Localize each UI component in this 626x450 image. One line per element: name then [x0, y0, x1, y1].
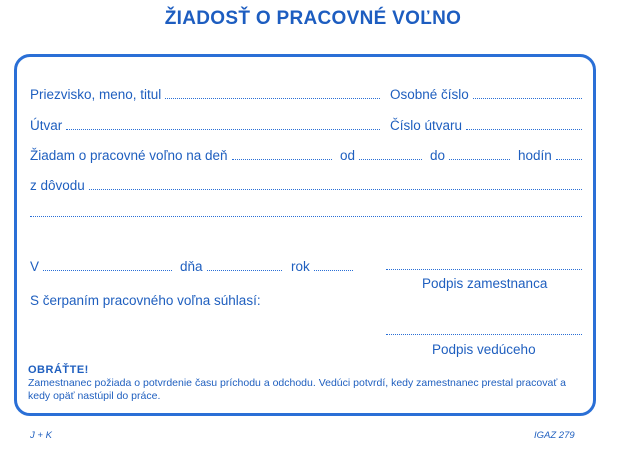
- name-label: Priezvisko, meno, titul: [30, 87, 162, 102]
- notice-text: Zamestnanec požiada o potvrdenie času príchodu a odchodu. Vedúci potvrdí, kedy zamestnanec prestal pracovať a kedy opäť nastúpil do práce.: [28, 377, 567, 402]
- place-row: [30, 259, 176, 274]
- place-field[interactable]: [43, 260, 172, 271]
- from-label: od: [340, 148, 356, 163]
- request-day-field[interactable]: [232, 149, 332, 160]
- employee-signature-row: [386, 259, 586, 273]
- form-frame: [14, 54, 596, 416]
- year-row: [291, 259, 357, 274]
- from-row: [340, 148, 426, 163]
- department-number-row: [390, 118, 586, 133]
- department-label: Útvar: [30, 118, 63, 133]
- personal-number-label: Osobné číslo: [390, 87, 469, 102]
- reason-field[interactable]: [89, 179, 582, 190]
- personal-number-field[interactable]: [473, 88, 582, 99]
- place-label: V: [30, 259, 40, 274]
- manager-signature-field[interactable]: [386, 324, 582, 335]
- personal-number-row: [390, 87, 586, 102]
- year-field[interactable]: [314, 260, 353, 271]
- to-field[interactable]: [449, 149, 510, 160]
- reason-row: [30, 178, 586, 193]
- year-label: rok: [291, 259, 310, 274]
- form-title: ŽIADOSŤ O PRACOVNÉ VOĽNO: [164, 8, 462, 29]
- reason-label: z dôvodu: [30, 178, 85, 193]
- hours-field[interactable]: [556, 149, 582, 160]
- footer-form-code: IGAZ 279: [534, 430, 575, 441]
- to-row: [430, 148, 514, 163]
- notice-heading: OBRÁŤTE!: [28, 364, 89, 376]
- manager-signature-row: [386, 324, 586, 338]
- reason-continuation-field[interactable]: [30, 206, 582, 217]
- employee-signature-field[interactable]: [386, 259, 582, 270]
- day-field[interactable]: [207, 260, 282, 271]
- request-label: Žiadam o pracovné voľno na deň: [30, 148, 228, 163]
- hours-label: hodín: [518, 148, 552, 163]
- consent-label: S čerpaním pracovného voľna súhlasí:: [30, 293, 261, 308]
- from-field[interactable]: [359, 149, 422, 160]
- name-row: [30, 87, 384, 102]
- manager-signature-caption: Podpis vedúceho: [432, 342, 536, 357]
- department-row: [30, 118, 384, 133]
- to-label: do: [430, 148, 446, 163]
- department-number-label: Číslo útvaru: [390, 118, 463, 133]
- hours-row: [518, 148, 586, 163]
- footer-left: J + K: [30, 430, 52, 441]
- day-row: [180, 259, 286, 274]
- reason-continuation-row: [30, 206, 586, 220]
- request-row: [30, 148, 336, 163]
- day-label: dňa: [180, 259, 203, 274]
- department-number-field[interactable]: [466, 119, 582, 130]
- name-field[interactable]: [165, 88, 380, 99]
- employee-signature-caption: Podpis zamestnanca: [422, 276, 548, 291]
- department-field[interactable]: [66, 119, 380, 130]
